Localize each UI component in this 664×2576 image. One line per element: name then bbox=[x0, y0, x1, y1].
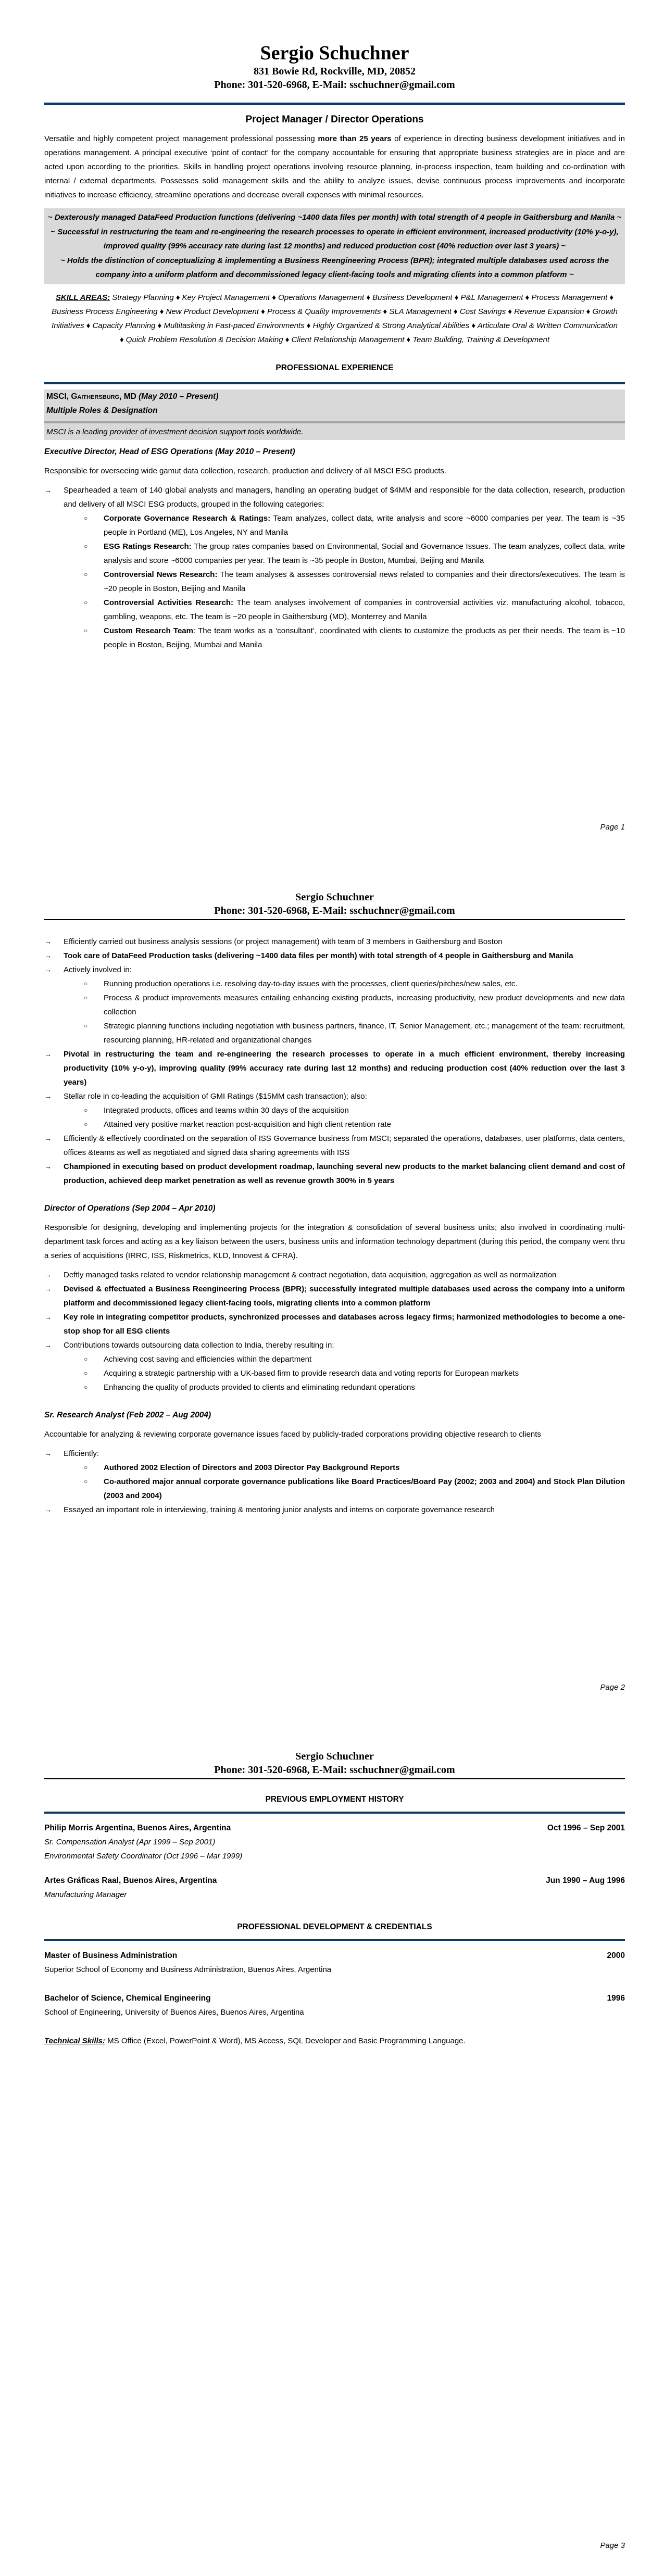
circle-bullet-icon: ○ bbox=[84, 626, 88, 634]
arrow-bullet-icon: → bbox=[44, 1162, 52, 1171]
previous-employment-rule bbox=[44, 1812, 625, 1814]
arrow-bullet-icon: → bbox=[44, 951, 52, 960]
job-dates: Jun 1990 – Aug 1996 bbox=[546, 1876, 625, 1885]
role-title: Sr. Research Analyst (Feb 2002 – Aug 2004) bbox=[44, 1411, 211, 1419]
page-number: Page 3 bbox=[600, 2541, 625, 2550]
company-description: MSCI is a leading provider of investment decision support tools worldwide. bbox=[46, 427, 304, 436]
header-rule bbox=[44, 1778, 625, 1779]
bullet-item: → Efficiently & effectively coordinated on the separation of ISS Governance business from MSCI; separated the operations, databases, user platforms, data centers, offices &teams as well as negotiated and signed data sharing agreements with ISS bbox=[44, 1132, 625, 1160]
address: 831 Bowie Rd, Rockville, MD, 20852 bbox=[253, 66, 416, 77]
sub-bullet-item: ○ Attained very positive market reaction post-acquisition and high client retention rate bbox=[84, 1117, 625, 1132]
sub-bullet-item: ○ Co-authored major annual corporate governance publications like Board Practices/Board Pay (2002; 2003 and 2004) and Stock Plan Dilution (2003 and 2004) bbox=[84, 1475, 625, 1503]
header-rule bbox=[44, 103, 625, 105]
bullet-item: → Key role in integrating competitor products, synchronized processes and databases across legacy firms; harmonized methodologies to become a one-stop shop for all ESG clients bbox=[44, 1310, 625, 1338]
bullet-item: → Deftly managed tasks related to vendor relationship management & contract negotiation, data acquisition, aggregation as well as normalization bbox=[44, 1268, 625, 1282]
highlights-box bbox=[44, 208, 625, 284]
company-separator bbox=[44, 421, 625, 423]
arrow-bullet-icon: → bbox=[44, 1449, 52, 1457]
bullet-item: → Championed in executing based on product development roadmap, launching several new products to the market balancing client demand and cost of production, achieved deep market penetration as well as revenue growth 300% in 5 years bbox=[44, 1160, 625, 1188]
circle-bullet-icon: ○ bbox=[84, 514, 88, 522]
degree-year: 2000 bbox=[607, 1951, 625, 1960]
category-item: ○ Custom Research Team: The team works as a ‘consultant’, coordinated with clients to customize the products as per their needs. The team is ~10 people in Boston, Beijing, Mumbai and Manila bbox=[84, 624, 625, 652]
circle-bullet-icon: ○ bbox=[84, 994, 88, 1001]
header-rule bbox=[44, 919, 625, 920]
sub-bullet-item: ○ Acquiring a strategic partnership with a UK-based firm to provide research data and voting reports for European markets bbox=[84, 1366, 625, 1380]
circle-bullet-icon: ○ bbox=[84, 1107, 88, 1114]
sub-bullet-item: ○ Process & product improvements measures entailing enhancing existing products, increasing productivity, new product developments and new data collection bbox=[84, 991, 625, 1019]
profile-summary: Versatile and highly competent project management professional possessing more than 25 years of experience in directing business development initiatives and in operations management. A principal executive ‘point of contact’ for the company accountable for ensuring that appropriate business strategies are in place and are acted upon according to the priorities. Skills in handling project operations involving resource planning, in-process inspection, team building and co-ordination with internal / external departments. Possesses solid management skills and the ability to analyze issues, devise continuous process improvements and incorporate initiatives to increase efficiency, streamline operations and decrease overall expenses with minimal resources. bbox=[44, 134, 625, 199]
bullet-item: → Contributions towards outsourcing data collection to India, thereby resulting in: bbox=[44, 1338, 625, 1352]
category-item: ○ Controversial News Research: The team analyses & assesses controversial news related to companies and their directors/executives. The team is ~20 people in Boston, Beijing and Manila bbox=[84, 568, 625, 596]
page-3 bbox=[0, 1744, 664, 2576]
page-number: Page 2 bbox=[600, 1683, 625, 1692]
category-item: ○ Controversial Activities Research: The team analyses involvement of companies in controversial activities viz. manufacturing alcohol, tobacco, gambling, weapons, etc. The team is ~20 people in Gaithersburg (MD), Monterrey and Manila bbox=[84, 596, 625, 624]
highlight-item: ~ Holds the distinction of conceptualizing & implementing a Business Reengineering Process (BPR); integrated multiple databases used across the company into a uniform platform and decommissioned legacy client-facing tools and migrating clients into a common platform ~ bbox=[60, 256, 609, 279]
company-block-msci: MSCI, Gaithersburg, MD (May 2010 – Present) Multiple Roles & Designation MSCI is a leading provider of investment decision support tools worldwide. bbox=[44, 389, 625, 440]
circle-bullet-icon: ○ bbox=[84, 1355, 88, 1363]
page-2 bbox=[0, 885, 664, 1708]
circle-bullet-icon: ○ bbox=[84, 1464, 88, 1471]
bullet-item: → Pivotal in restructuring the team and re-engineering the research processes to operate in a much efficient environment, thereby increasing productivity (10% y-o-y), improving quality (99% accuracy rate during last 12 months) and reducing production cost (40% reduction over the last 3 years) bbox=[44, 1047, 625, 1089]
arrow-bullet-icon: → bbox=[44, 1341, 52, 1349]
circle-bullet-icon: ○ bbox=[84, 598, 88, 606]
degree-year: 1996 bbox=[607, 1994, 625, 2003]
circle-bullet-icon: ○ bbox=[84, 1384, 88, 1391]
job-company: Artes Gráficas Raal, Buenos Aires, Argentina bbox=[44, 1876, 217, 1885]
bullet-item: → Devised & effectuated a Business Reengineering Process (BPR); successfully integrated multiple databases used across the company into a uniform platform and decommissioned legacy client-facing tools, migrating clients into a common platform bbox=[44, 1282, 625, 1310]
skill-areas: SKILL AREAS: Strategy Planning ♦ Key Project Management ♦ Operations Management ♦ Business Development ♦ P&L Management ♦ Process Management ♦ Business Process Engineering ♦ New Product Development ♦ Process & Quality Improvements ♦ SLA Management ♦ Cost Savings ♦ Revenue Expansion ♦ Growth Initiatives ♦ Capacity Planning ♦ Multitasking in Fast-paced Environments ♦ Highly Organized & Strong Analytical Abilities ♦ Articulate Oral & Written Communication ♦ Quick Problem Resolution & Decision Making ♦ Client Relationship Management ♦ Team Building, Training & Development bbox=[52, 293, 618, 344]
arrow-bullet-icon: → bbox=[44, 485, 52, 494]
previous-employment-heading: PREVIOUS EMPLOYMENT HISTORY bbox=[265, 1795, 404, 1804]
circle-bullet-icon: ○ bbox=[84, 1022, 88, 1029]
profile-title: Project Manager / Director Operations bbox=[245, 114, 424, 125]
arrow-bullet-icon: → bbox=[44, 1285, 52, 1293]
experience-rule bbox=[44, 382, 625, 384]
contact-info: Phone: 301-520-6968, E-Mail: sschuchner@gmail.com bbox=[214, 79, 455, 91]
arrow-bullet-icon: → bbox=[44, 1134, 52, 1142]
sub-bullet-item: ○ Enhancing the quality of products provided to clients and eliminating redundant operations bbox=[84, 1380, 625, 1394]
contact-info: Phone: 301-520-6968, E-Mail: sschuchner@gmail.com bbox=[214, 1764, 455, 1776]
bullet-item: → Spearheaded a team of 140 global analysts and managers, handling an operating budget of $4MM and responsible for the data collection, research, production and delivery of all MSCI ESG products, grouped in the following categories: bbox=[44, 483, 625, 511]
degree-school: School of Engineering, University of Buenos Aires, Buenos Aires, Argentina bbox=[44, 2008, 304, 2017]
candidate-name: Sergio Schuchner bbox=[295, 1751, 374, 1762]
arrow-bullet-icon: → bbox=[44, 965, 52, 974]
role-summary: Accountable for analyzing & reviewing corporate governance issues faced by publicly-traded corporations providing objective research to clients bbox=[44, 1430, 541, 1439]
role-summary: Responsible for designing, developing and implementing projects for the integration & consolidation of several business units; also involved in coordinating multi-department task forces and acting as a key liaison between the users, business units and information technology department (during this period, the company went thru a series of acquisitions (IRRC, ISS, Riskmetrics, KLD, Innovest & CFRA). bbox=[44, 1223, 625, 1260]
sub-bullet-item: ○ Integrated products, offices and teams within 30 days of the acquisition bbox=[84, 1103, 625, 1117]
bullet-item: → Stellar role in co-leading the acquisition of GMI Ratings ($15MM cash transaction); also: bbox=[44, 1089, 625, 1103]
sub-bullet-item: ○ Achieving cost saving and efficiencies within the department bbox=[84, 1352, 625, 1366]
company-subtitle: Multiple Roles & Designation bbox=[46, 406, 158, 415]
page-1 bbox=[0, 0, 664, 844]
job-entry bbox=[44, 1874, 625, 1902]
circle-bullet-icon: ○ bbox=[84, 980, 88, 987]
bullet-item: → Essayed an important role in interviewing, training & mentoring junior analysts and interns on corporate governance research bbox=[44, 1503, 625, 1517]
experience-heading: PROFESSIONAL EXPERIENCE bbox=[275, 363, 394, 372]
role-title: Director of Operations (Sep 2004 – Apr 2010) bbox=[44, 1204, 216, 1213]
circle-bullet-icon: ○ bbox=[84, 542, 88, 550]
bullet-item: → Actively involved in: bbox=[44, 963, 625, 977]
job-role: Manufacturing Manager bbox=[44, 1890, 127, 1899]
degree-name: Bachelor of Science, Chemical Engineering bbox=[44, 1994, 211, 2003]
technical-skills: Technical Skills: MS Office (Excel, PowerPoint & Word), MS Access, SQL Developer and Basic Programming Language. bbox=[44, 2037, 466, 2045]
bullet-item: → Took care of DataFeed Production tasks (delivering ~1400 data files per month) with total strength of 4 people in Gaithersburg and Manila bbox=[44, 949, 625, 963]
role-summary: Responsible for overseeing wide gamut data collection, research, production and delivery of all MSCI ESG products. bbox=[44, 466, 447, 475]
page-number: Page 1 bbox=[600, 823, 625, 832]
degree-school: Superior School of Economy and Business Administration, Buenos Aires, Argentina bbox=[44, 1965, 332, 1974]
degree-name: Master of Business Administration bbox=[44, 1951, 178, 1960]
highlight-item: ~ Dexterously managed DataFeed Production functions (delivering ~1400 data files per month) with total strength of 4 people in Gaithersburg and Manila ~ bbox=[47, 213, 622, 222]
degree-entry bbox=[44, 1949, 625, 1977]
arrow-bullet-icon: → bbox=[44, 1092, 52, 1100]
sub-bullet-item: ○ Strategic planning functions including negotiation with business partners, finance, IT, Senior Management, etc.; management of the team: recruitment, resourcing planning, HR-related and organizational changes bbox=[84, 1019, 625, 1047]
job-dates: Oct 1996 – Sep 2001 bbox=[547, 1824, 625, 1832]
candidate-name: Sergio Schuchner bbox=[295, 891, 374, 903]
arrow-bullet-icon: → bbox=[44, 1050, 52, 1058]
category-item: ○ Corporate Governance Research & Ratings: Team analyzes, collect data, write analysis and score ~6000 companies per year. The team is ~35 people in Portland (ME), Los Angeles, NY and Manila bbox=[84, 511, 625, 539]
degree-entry bbox=[44, 1991, 625, 2019]
sub-bullet-item: ○ Running production operations i.e. resolving day-to-day issues with the processes, client queries/pitches/new sales, etc. bbox=[84, 977, 625, 991]
credentials-heading: PROFESSIONAL DEVELOPMENT & CREDENTIALS bbox=[237, 1922, 432, 1931]
arrow-bullet-icon: → bbox=[44, 937, 52, 946]
credentials-rule bbox=[44, 1939, 625, 1941]
job-role: Environmental Safety Coordinator (Oct 1996 – Mar 1999) bbox=[44, 1852, 243, 1861]
job-company: Philip Morris Argentina, Buenos Aires, Argentina bbox=[44, 1824, 231, 1832]
arrow-bullet-icon: → bbox=[44, 1313, 52, 1321]
role-title: Executive Director, Head of ESG Operations (May 2010 – Present) bbox=[44, 447, 295, 456]
highlight-item: ~ Successful in restructuring the team and re-engineering the research processes to operate in efficient environment, increased productivity (10% y-o-y), improved quality (99% accuracy rate during last 12 months) and reduced production cost (40% reduction over last 3 years) ~ bbox=[51, 227, 619, 250]
circle-bullet-icon: ○ bbox=[84, 1478, 88, 1485]
bullet-item: → Efficiently: bbox=[44, 1447, 625, 1461]
contact-info: Phone: 301-520-6968, E-Mail: sschuchner@gmail.com bbox=[214, 905, 455, 916]
bullet-item: → Efficiently carried out business analysis sessions (or project management) with team of 3 members in Gaithersburg and Boston bbox=[44, 935, 625, 949]
candidate-name: Sergio Schuchner bbox=[260, 42, 409, 64]
circle-bullet-icon: ○ bbox=[84, 1121, 88, 1128]
arrow-bullet-icon: → bbox=[44, 1271, 52, 1279]
arrow-bullet-icon: → bbox=[44, 1505, 52, 1514]
job-role: Sr. Compensation Analyst (Apr 1999 – Sep 2001) bbox=[44, 1838, 216, 1846]
circle-bullet-icon: ○ bbox=[84, 1369, 88, 1377]
sub-bullet-item: ○ Authored 2002 Election of Directors and 2003 Director Pay Background Reports bbox=[84, 1461, 625, 1475]
circle-bullet-icon: ○ bbox=[84, 570, 88, 578]
job-entry bbox=[44, 1821, 625, 1863]
category-item: ○ ESG Ratings Research: The group rates companies based on Environmental, Social and Governance Issues. The team analyzes, collect data, write analysis and score ~6000 companies per year. The team is ~35 people in Boston, Mumbai, Beijing and Manila bbox=[84, 539, 625, 568]
